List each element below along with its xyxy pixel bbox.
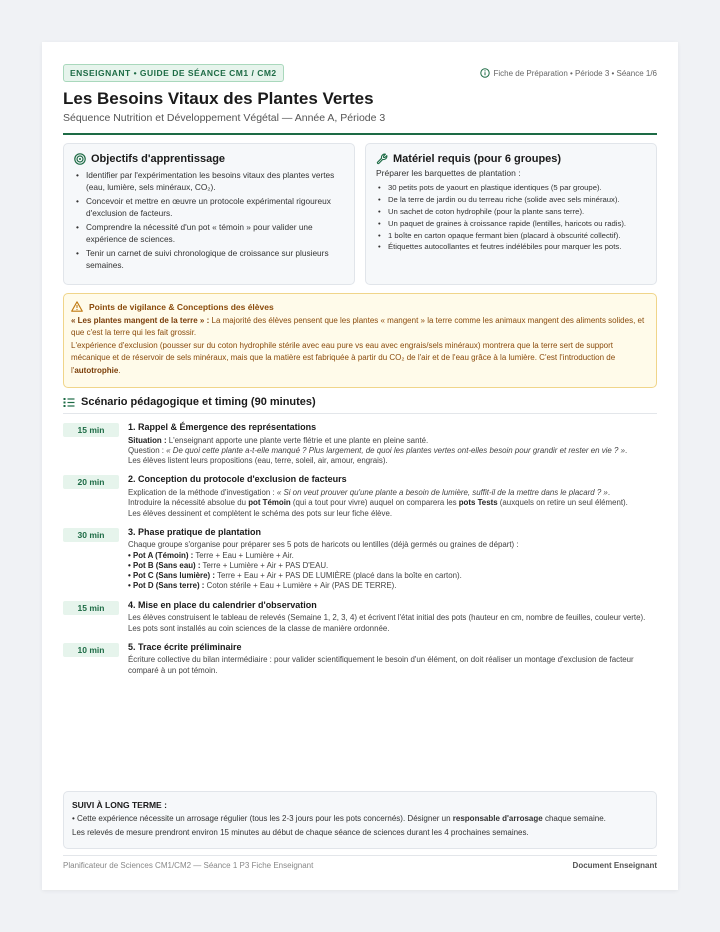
watering-role: responsable d'arrosage (452, 814, 543, 823)
pot-line (128, 571, 657, 581)
list-item: • 1 boîte en carton opaque fermant bien (placard à obscurité collectif). (376, 230, 646, 241)
misconception-label: « Les plantes mangent de la terre » : (71, 316, 210, 325)
target-icon (74, 153, 86, 165)
watering-paragraph (72, 812, 648, 826)
scenario-divider (63, 413, 657, 414)
misconception-paragraph (71, 315, 649, 340)
lesson-sheet (42, 42, 678, 890)
pot-text: Terre + Eau + Lumière + Air. (193, 550, 294, 560)
time-badge: 20 min (63, 475, 119, 489)
scenario-step (63, 526, 657, 592)
text-fragment: (qui a tout pour vivre) auquel on comparera les (290, 498, 459, 508)
objectives-title (74, 153, 344, 165)
question-label: Question : (128, 445, 167, 455)
list-item: • Comprendre la nécessité d'un pot « témoin » pour valider une expérience de sciences. (74, 221, 344, 246)
text-fragment: • Cette expérience nécessite un arrosage régulier (tous les 2-3 jours pour les pots concernés). Désigner un (72, 814, 453, 823)
step-text (128, 488, 657, 519)
time-badge: 15 min (63, 601, 119, 615)
pot-line (128, 581, 657, 591)
step-line (128, 436, 657, 446)
scenario-step (63, 641, 657, 676)
page-title: Les Besoins Vitaux des Plantes Vertes (63, 89, 374, 108)
pot-label: • Pot B (Sans eau) : (128, 560, 201, 570)
materials-title-text: Matériel requis (pour 6 groupes) (393, 153, 562, 165)
list-item: • Étiquettes autocollantes et feutres indélébiles pour marquer les pots. (376, 241, 646, 252)
step-title: 2. Conception du protocole d'exclusion de facteurs (128, 474, 347, 485)
pot-line (128, 551, 657, 561)
list-item: • 30 petits pots de yaourt en plastique identiques (5 par groupe). (376, 182, 646, 193)
step-line: Les élèves dessinent et complètent le schéma des pots sur leur fiche élève. (128, 508, 393, 518)
situation-text: L'enseignant apporte une plante verte flétrie et une plante en pleine santé. (166, 435, 429, 445)
list-item: • Un sachet de coton hydrophile (pour la plante sans terre). (376, 206, 646, 217)
step-body (128, 473, 657, 518)
step-line (128, 498, 657, 508)
list-item: • Un paquet de graines à croissance rapide (lentilles, haricots ou radis). (376, 218, 646, 229)
materials-list (376, 182, 646, 253)
vigilance-title-text: Points de vigilance & Conceptions des élèves (89, 301, 274, 312)
wrench-icon (376, 153, 388, 165)
time-badge: 10 min (63, 643, 119, 657)
scenario-title-text: Scénario pédagogique et timing (90 minutes) (81, 396, 316, 408)
experiment-paragraph (71, 340, 649, 377)
objectives-title-text: Objectifs d'apprentissage (91, 153, 226, 165)
step-text (128, 540, 657, 591)
scenario-step (63, 421, 657, 466)
materials-card (365, 143, 657, 285)
step-body (128, 599, 657, 634)
materials-intro: Préparer les barquettes de plantation : (376, 168, 521, 178)
session-meta-text: Fiche de Préparation • Période 3 • Séance 1/6 (493, 68, 657, 78)
pot-text: Terre + Eau + Air + PAS DE LUMIÈRE (placé dans la boîte en carton). (214, 571, 462, 581)
time-badge: 30 min (63, 528, 119, 542)
situation-label: Situation : (128, 435, 167, 445)
autotrophy-term: autotrophie (74, 365, 119, 375)
list-item: • Identifier par l'expérimentation les besoins vitaux des plantes vertes (eau, lumière, sels minéraux, CO₂). (74, 169, 344, 194)
step-title: 5. Trace écrite préliminaire (128, 641, 242, 652)
pot-label: • Pot C (Sans lumière) : (128, 571, 215, 581)
question-text: « De quoi cette plante a-t-elle manqué ? Plus largement, de quoi les plantes vertes ont-elles besoin pour grandir et rester en vie ? » (166, 445, 625, 455)
test-pots-term: pots Tests (458, 498, 498, 508)
question-end: . (624, 445, 628, 455)
step-body (128, 421, 657, 466)
pot-label: • Pot A (Témoin) : (128, 550, 194, 560)
header-divider (63, 133, 657, 135)
step-title: 3. Phase pratique de plantation (128, 526, 262, 537)
scenario-step (63, 599, 657, 634)
step-body (128, 641, 657, 676)
step-line: Chaque groupe s'organise pour préparer ses 5 pots de haricots ou lentilles (déjà germés ou graines de départ) : (128, 540, 519, 550)
step-line: Les élèves listent leurs propositions (eau, terre, soleil, air, amour, engrais). (128, 456, 388, 466)
method-question: « Si on veut prouver qu'une plante a besoin de lumière, suffit-il de la mettre dans le placard ? » (276, 487, 608, 497)
text-fragment: chaque semaine. (542, 814, 606, 823)
objectives-list (74, 169, 344, 272)
misconception-text: La majorité des élèves pensent que les plantes « mangent » la terre comme les animaux mangent des aliments solides, et que c'est la terre qui les fait grossir. (71, 316, 645, 338)
role-badge: ENSEIGNANT • GUIDE DE SÉANCE CM1 / CM2 (63, 64, 284, 82)
method-text: Explication de la méthode d'investigation : (128, 487, 277, 497)
warning-icon (71, 301, 83, 312)
experiment-end: . (118, 365, 121, 375)
scenario-step (63, 473, 657, 518)
list-item: • Tenir un carnet de suivi chronologique de croissance sur plusieurs semaines. (74, 247, 344, 272)
step-title: 4. Mise en place du calendrier d'observation (128, 599, 317, 610)
experiment-text: L'expérience d'exclusion (pousser sur du coton hydrophile stérile avec eau pure vs eau avec engrais/sels minéraux) montrera que la terre sert de support mécanique et de réservoir de sels minéraux, mais que la matière est fabriquée à partir du CO₂ de l'air et de l'eau grâce à la lumière. C'est l'introduction de l' (71, 340, 616, 375)
text-fragment: (auxquels on retire un seul élément). (497, 498, 628, 508)
pot-text: Terre + Lumière + Air + PAS D'EAU. (200, 560, 329, 570)
step-title: 1. Rappel & Émergence des représentations (128, 422, 317, 432)
step-body (128, 526, 657, 592)
step-text: Écriture collective du bilan intermédiaire : pour valider scientifiquement le besoin d'un élément, on doit réaliser un montage d'exclusion de facteur comparé à un pot témoin. (128, 655, 634, 675)
measures-paragraph: Les relevés de mesure prendront environ 15 minutes au début de chaque séance de sciences durant les 4 prochaines semaines. (72, 827, 529, 837)
pot-label: • Pot D (Sans terre) : (128, 581, 205, 591)
page-subtitle: Séquence Nutrition et Développement Végétal — Année A, Période 3 (63, 112, 386, 124)
control-pot-term: pot Témoin (248, 498, 291, 508)
method-end: . (607, 487, 611, 497)
vigilance-title (71, 301, 649, 312)
pot-line (128, 561, 657, 571)
materials-title (376, 153, 646, 165)
scenario-title (63, 396, 657, 408)
page-footer (63, 855, 657, 875)
session-meta (480, 68, 657, 78)
footer-right: Document Enseignant (572, 861, 657, 870)
footer-left: Planificateur de Sciences CM1/CM2 — Séance 1 P3 Fiche Enseignant (63, 861, 314, 870)
long-term-box (63, 791, 657, 849)
step-line (128, 488, 657, 498)
objectives-card (63, 143, 355, 285)
step-text (128, 436, 657, 467)
cards-row (63, 143, 657, 285)
time-badge: 15 min (63, 423, 119, 437)
step-text: Les élèves construisent le tableau de relevés (Semaine 1, 2, 3, 4) et écrivent l'état initial des pots (hauteur en cm, nombre de feuilles, couleur verte). Les pots sont installés au coin sciences de la classe de manière ordonnée. (128, 613, 646, 633)
pot-text: Coton stérile + Eau + Lumière + Air (PAS DE TERRE). (204, 581, 397, 591)
vigilance-box (63, 293, 657, 388)
header-row (63, 64, 657, 82)
long-term-title: SUIVI À LONG TERME : (72, 800, 167, 810)
info-icon (480, 68, 490, 78)
text-fragment: Introduire la nécessité absolue du (128, 498, 249, 508)
list-item: • Concevoir et mettre en œuvre un protocole expérimental rigoureux d'exclusion de facteurs. (74, 195, 344, 220)
list-item: • De la terre de jardin ou du terreau riche (solide avec sels minéraux). (376, 194, 646, 205)
list-icon (63, 397, 75, 408)
step-line (128, 446, 657, 456)
